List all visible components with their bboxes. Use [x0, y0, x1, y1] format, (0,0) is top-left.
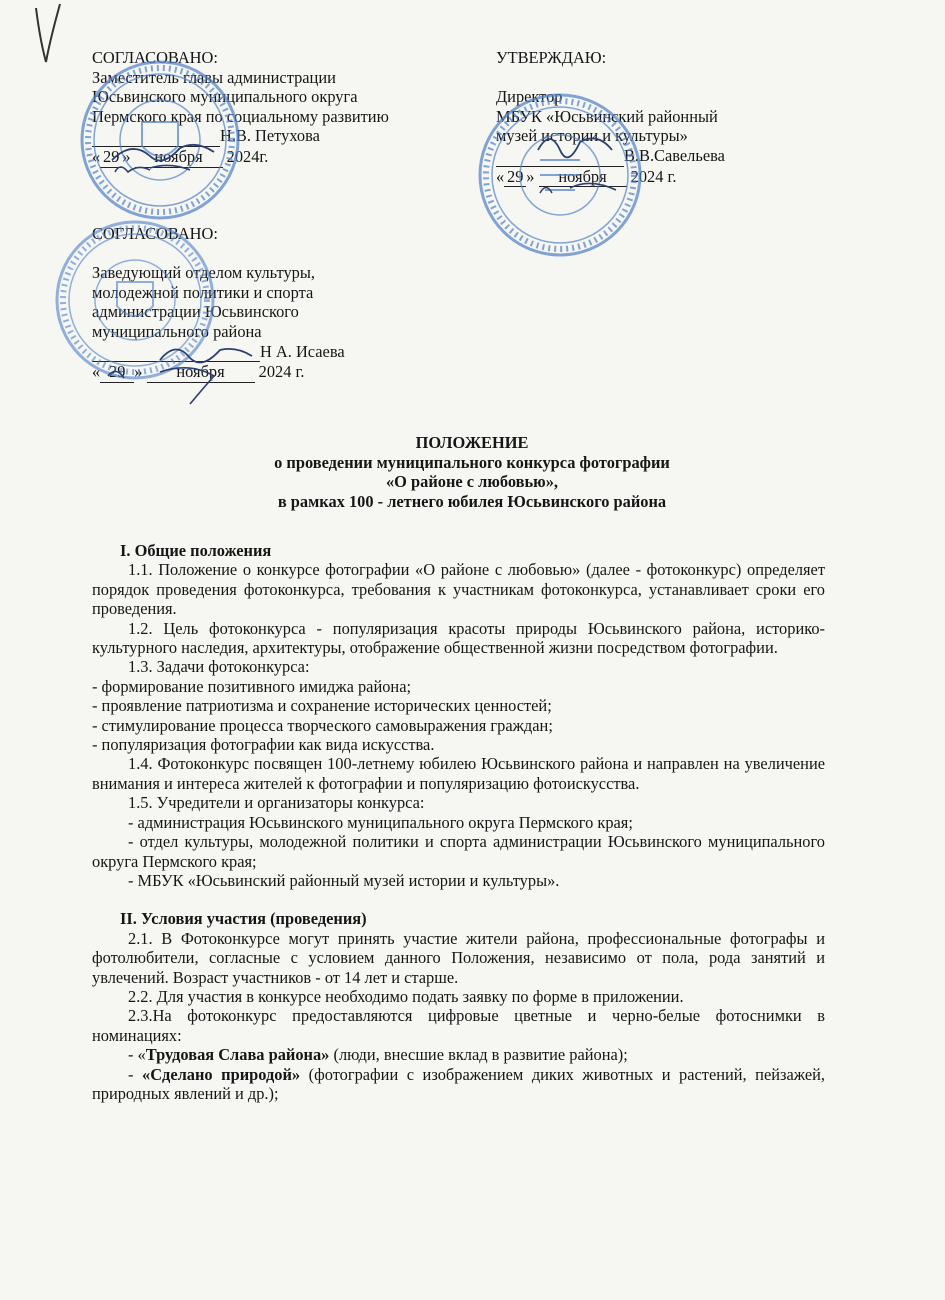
approval-line: Пермского края по социальному развитию [92, 106, 389, 126]
paragraph: 1.1. Положение о конкурсе фотографии «О районе с любовью» (далее - фотоконкурс) определяет порядок проведения фотоконкурса, требования к участникам фотоконкурса, устанавливает сроки его проведения. [92, 560, 825, 619]
list-item: - администрация Юсьвинского муниципального округа Пермского края; [128, 812, 633, 832]
list-item: - МБУК «Юсьвинский районный музей истории и культуры». [128, 870, 560, 890]
document-title [92, 433, 852, 511]
signer-name: Н А. Исаева [260, 341, 345, 361]
list-item: - проявление патриотизма и сохранение исторических ценностей; [92, 696, 552, 716]
list-item: - стимулирование процесса творческого самовыражения граждан; [92, 715, 553, 735]
approval-line: музей истории и культуры» [496, 126, 688, 146]
date-close-quote: » [526, 166, 535, 186]
list-item: - формирование позитивного имиджа района; [92, 676, 412, 696]
approval-line: Заместитель главы администрации [92, 67, 336, 87]
date-open-quote: « [496, 166, 505, 186]
nomination-name: Трудовая Слава района» [145, 1045, 330, 1065]
approval-heading: УТВЕРЖДАЮ: [496, 48, 607, 67]
approval-heading: СОГЛАСОВАНО: [92, 48, 218, 67]
title-line: в рамках 100 - летнего юбилея Юсьвинского района [277, 491, 667, 511]
paragraph: 2.1. В Фотоконкурсе могут принять участие жители района, профессиональные фотографы и фотолюбители, согласные с условием данного Положения, независимо от пола, рода занятий и увлечений. Возраст участников - от 14 лет и старше. [92, 928, 825, 987]
date-close-quote: » [134, 362, 143, 382]
list-item: - популяризация фотографии как вида искусства. [92, 735, 435, 755]
paragraph: 2.3.На фотоконкурс предоставляются цифровые цветные и черно-белые фотоснимки в номинациях: [92, 1006, 825, 1045]
date-open-quote: « [92, 146, 101, 166]
paragraph: 1.2. Цель фотоконкурса - популяризация красоты природы Юсьвинского района, историко-культурного наследия, архитектуры, отображение общественной жизни посредством фотографии. [92, 618, 825, 658]
paragraph: 1.4. Фотоконкурс посвящен 100-летнему юбилею Юсьвинского района и направлен на увеличение внимания и интереса жителей к фотографии и популяризацию фотоискусства. [92, 754, 825, 793]
round-seal-icon [82, 62, 238, 218]
date-year: 2024 г. [258, 362, 305, 382]
approval-line: Заведующий отделом культуры, [92, 263, 315, 283]
date-open-quote: « [92, 362, 101, 382]
date-year: 2024 г. [630, 166, 677, 186]
approval-line: МБУК «Юсьвинский районный [496, 106, 718, 126]
signer-name: Н.В. Петухова [220, 126, 320, 146]
nomination-name: «Сделано природой» [142, 1064, 301, 1084]
approval-line: муниципального района [92, 321, 262, 341]
approval-line: администрации Юсьвинского [92, 302, 299, 322]
list-item: - отдел культуры, молодежной политики и спорта администрации Юсьвинского муниципального округа Пермского края; [92, 832, 825, 871]
nomination-item: - «Сделано природой» (фотографии с изображением диких животных и растений, пейзажей, природных явлений и др.); [92, 1064, 826, 1103]
signature-scribble-icon [540, 183, 616, 193]
date-day: 29 [100, 147, 122, 168]
title-line: о проведении муниципального конкурса фотографии [274, 452, 670, 472]
paragraph: 1.3. Задачи фотоконкурса: [128, 657, 310, 677]
paragraph: 1.5. Учредители и организаторы конкурса: [128, 793, 425, 813]
pen-mark-icon [36, 4, 60, 62]
nomination-item: - «Трудовая Слава района» (люди, внесшие вклад в развитие района); [128, 1045, 628, 1065]
date-day: 29 [504, 167, 526, 188]
title-line: «О районе с любовью», [385, 472, 558, 492]
signature-scribble-icon [160, 349, 252, 363]
title-line: ПОЛОЖЕНИЕ [415, 433, 529, 452]
round-seal-icon [480, 95, 640, 255]
date-month: ноября [135, 147, 223, 168]
round-seal-icon [57, 222, 213, 378]
date-year: 2024г. [226, 146, 269, 166]
document-body [92, 541, 825, 1103]
date-close-quote: » [122, 146, 131, 166]
paragraph: 2.2. Для участия в конкурсе необходимо подать заявку по форме в приложении. [128, 986, 684, 1006]
approval-line: Юсьвинского муниципального округа [92, 87, 358, 107]
date-month: ноября [539, 167, 627, 188]
approval-line: Директор [496, 87, 563, 107]
section-heading: I. Общие положения [120, 541, 272, 560]
signer-name: В.В.Савельева [624, 145, 725, 165]
approval-heading: СОГЛАСОВАНО: [92, 224, 218, 243]
date-day: 29 [100, 362, 134, 383]
section-heading: II. Условия участия (проведения) [120, 909, 367, 929]
signature-scribble-icon [115, 165, 190, 172]
date-month: ноября [147, 362, 255, 383]
signature-scribble-icon [538, 138, 612, 157]
approval-line: молодежной политики и спорта [92, 282, 314, 302]
